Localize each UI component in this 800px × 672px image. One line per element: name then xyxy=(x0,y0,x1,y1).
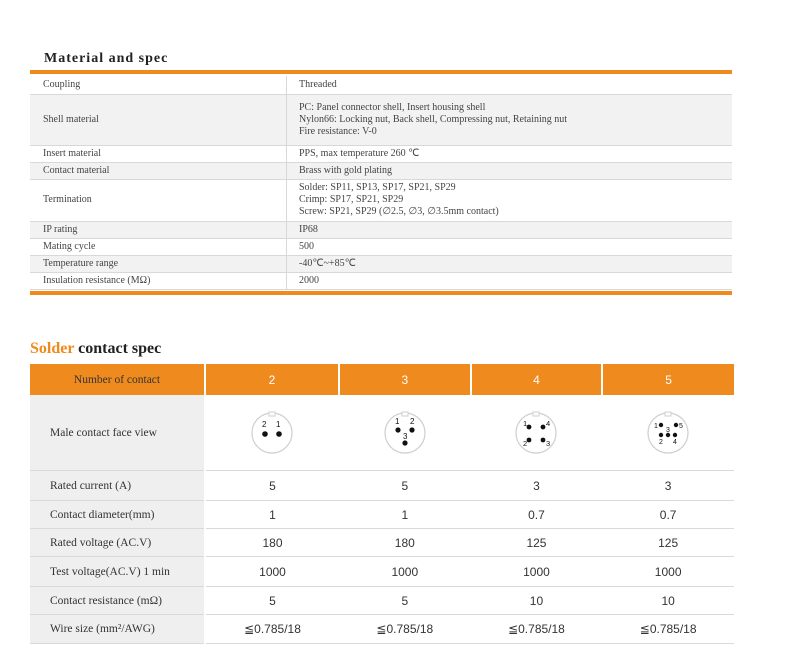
face-view-5pin xyxy=(602,395,734,471)
cell-value: ≦0.785/18 xyxy=(471,615,603,644)
cell-value: 5 xyxy=(339,587,471,615)
cell-value: 10 xyxy=(602,587,734,615)
column-header: 2 xyxy=(205,364,339,395)
spec-key: Coupling xyxy=(30,76,287,94)
cell-value: 180 xyxy=(339,529,471,557)
spec-value: Solder: SP11, SP13, SP17, SP21, SP29 Crimp: SP17, SP21, SP29 Screw: SP21, SP29 (∅2.5, ∅3, ∅3.5mm contact) xyxy=(287,179,733,221)
row-label: Male contact face view xyxy=(30,395,205,471)
row-label: Wire size (mm²/AWG) xyxy=(30,615,205,644)
cell-value: 180 xyxy=(205,529,339,557)
face-view-3pin xyxy=(339,395,471,471)
table-row xyxy=(30,221,732,238)
table-row xyxy=(30,615,734,644)
spec-value: Brass with gold plating xyxy=(287,162,733,179)
spec-value: 2000 xyxy=(287,272,733,289)
cell-value: ≦0.785/18 xyxy=(602,615,734,644)
cell-value: ≦0.785/18 xyxy=(339,615,471,644)
solder-spec-table xyxy=(30,364,734,644)
spec-key: IP rating xyxy=(30,221,287,238)
pin-label: 2 xyxy=(262,419,267,429)
pin-label: 2 xyxy=(523,438,528,448)
cell-value: 5 xyxy=(205,471,339,501)
connector-2pin-diagram xyxy=(250,411,294,455)
spec-key: Contact material xyxy=(30,162,287,179)
table-row xyxy=(30,501,734,529)
spec-key: Shell material xyxy=(30,94,287,145)
material-spec-table xyxy=(30,76,732,290)
cell-value: 125 xyxy=(471,529,603,557)
table-row xyxy=(30,529,734,557)
cell-value: 125 xyxy=(602,529,734,557)
cell-value: 1 xyxy=(205,501,339,529)
table-row xyxy=(30,145,732,162)
table-row xyxy=(30,557,734,587)
cell-value: ≦0.785/18 xyxy=(205,615,339,644)
pin-label: 3 xyxy=(546,438,551,448)
header-label: Number of contact xyxy=(30,364,205,395)
connector-5pin-diagram xyxy=(646,411,690,455)
row-label: Test voltage(AC.V) 1 min xyxy=(30,557,205,587)
column-header: 5 xyxy=(602,364,734,395)
cell-value: 10 xyxy=(471,587,603,615)
face-view-2pin xyxy=(205,395,339,471)
table-row xyxy=(30,272,732,289)
pin-label: 1 xyxy=(654,422,659,430)
table-row xyxy=(30,94,732,145)
spec-value: PPS, max temperature 260 ℃ xyxy=(287,145,733,162)
spec-value: 500 xyxy=(287,238,733,255)
material-section-title: Material and spec xyxy=(44,51,169,66)
row-label: Rated voltage (AC.V) xyxy=(30,529,205,557)
spec-value: -40℃~+85℃ xyxy=(287,255,733,272)
spec-key: Mating cycle xyxy=(30,238,287,255)
header-row xyxy=(30,364,734,395)
face-view-row xyxy=(30,395,734,471)
orange-divider-bottom xyxy=(30,291,732,295)
cell-value: 1000 xyxy=(471,557,603,587)
solder-section-title: Solder contact spec xyxy=(30,340,162,357)
cell-value: 5 xyxy=(339,471,471,501)
column-header: 4 xyxy=(471,364,603,395)
pin-label: 1 xyxy=(276,419,281,429)
row-label: Contact diameter(mm) xyxy=(30,501,205,529)
table-row xyxy=(30,255,732,272)
row-label: Contact resistance (mΩ) xyxy=(30,587,205,615)
pin-label: 4 xyxy=(673,438,678,446)
spec-value: IP68 xyxy=(287,221,733,238)
cell-value: 1000 xyxy=(339,557,471,587)
cell-value: 5 xyxy=(205,587,339,615)
spec-value: PC: Panel connector shell, Insert housing shell Nylon66: Locking nut, Back shell, Compressing nut, Retaining nut Fire resistance: V-0 xyxy=(287,94,733,145)
pin-label: 3 xyxy=(402,431,408,441)
cell-value: 3 xyxy=(602,471,734,501)
pin-label: 2 xyxy=(409,416,415,426)
cell-value: 1 xyxy=(339,501,471,529)
table-row xyxy=(30,587,734,615)
pin-label: 1 xyxy=(523,418,528,428)
spec-key: Termination xyxy=(30,179,287,221)
spec-key: Temperature range xyxy=(30,255,287,272)
column-header: 3 xyxy=(339,364,471,395)
cell-value: 1000 xyxy=(205,557,339,587)
pin-label: 1 xyxy=(394,416,400,426)
cell-value: 3 xyxy=(471,471,603,501)
row-label: Rated current (A) xyxy=(30,471,205,501)
pin-label: 3 xyxy=(666,426,671,434)
spec-key: Insulation resistance (MΩ) xyxy=(30,272,287,289)
connector-3pin-diagram xyxy=(383,411,427,455)
face-view-4pin xyxy=(471,395,603,471)
cell-value: 1000 xyxy=(602,557,734,587)
spec-key: Insert material xyxy=(30,145,287,162)
pin-label: 4 xyxy=(546,418,551,428)
cell-value: 0.7 xyxy=(602,501,734,529)
spec-value: Threaded xyxy=(287,76,733,94)
cell-value: 0.7 xyxy=(471,501,603,529)
table-row xyxy=(30,162,732,179)
table-row xyxy=(30,471,734,501)
pin-label: 2 xyxy=(659,438,664,446)
table-row xyxy=(30,179,732,221)
connector-4pin-diagram xyxy=(514,411,558,455)
pin-label: 5 xyxy=(679,422,684,430)
orange-divider-top xyxy=(30,70,732,74)
table-row xyxy=(30,76,732,94)
table-row xyxy=(30,238,732,255)
